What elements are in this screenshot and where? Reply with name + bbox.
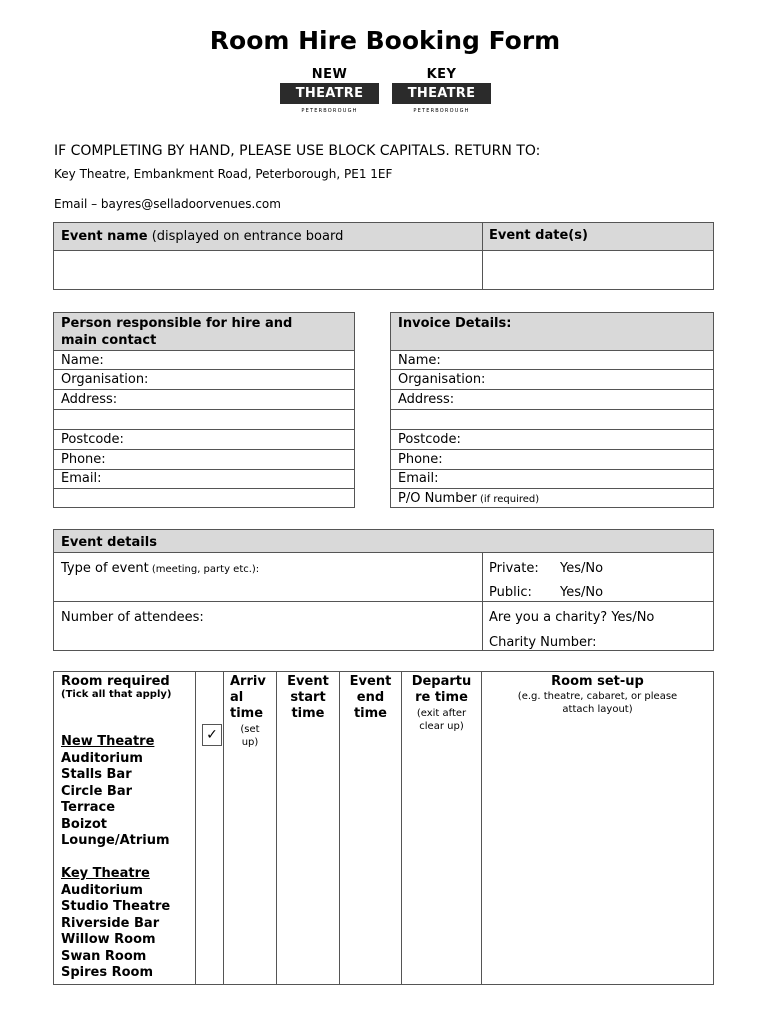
room-lounge-atrium: Lounge/Atrium [61, 833, 170, 848]
room-required-header: Room required [61, 674, 170, 689]
room-circle-bar: Circle Bar [61, 783, 133, 799]
invoice-header: Invoice Details: [398, 316, 512, 331]
room-table [53, 671, 714, 985]
event-name-field[interactable] [55, 252, 481, 288]
room-terrace: Terrace [61, 800, 116, 815]
room-boizot: Boizot [61, 816, 108, 832]
invoice-table [390, 312, 714, 508]
invoice-email-field[interactable]: Email: [398, 471, 439, 486]
contact-header-2: main contact [61, 333, 157, 348]
contact-header: Person responsible for hire and [61, 316, 293, 331]
room-stalls-bar: Stalls Bar [61, 767, 132, 782]
new-theatre-logo: NEW THEATRE PETERBOROUGH [280, 67, 379, 114]
return-address: Key Theatre, Embankment Road, Peterborough, PE1 1EF [54, 167, 393, 181]
room-swan-room: Swan Room [61, 948, 147, 964]
room-spires-room: Spires Room [61, 965, 154, 980]
instructions-heading: IF COMPLETING BY HAND, PLEASE USE BLOCK CAPITALS. RETURN TO: [54, 143, 541, 159]
invoice-address-field[interactable]: Address: [398, 392, 455, 407]
event-details-header: Event details [61, 535, 157, 550]
room-new-auditorium: Auditorium [61, 750, 143, 766]
page-title: Room Hire Booking Form [209, 26, 561, 55]
new-theatre-heading: New Theatre [61, 734, 155, 749]
key-theatre-heading: Key Theatre [61, 866, 150, 881]
private-label: Private: [489, 561, 539, 576]
room-required-note: (Tick all that apply) [61, 689, 172, 700]
event-type-field[interactable]: Type of event (meeting, party etc.): [61, 561, 260, 576]
invoice-po-field[interactable]: P/O Number (if required) [398, 491, 540, 506]
contact-address-field[interactable]: Address: [61, 392, 118, 407]
attendees-field[interactable]: Number of attendees: [61, 610, 204, 625]
room-studio-theatre: Studio Theatre [61, 899, 171, 914]
contact-name-field[interactable]: Name: [61, 353, 104, 368]
tick-checkbox[interactable]: ✓ [202, 724, 222, 746]
room-riverside-bar: Riverside Bar [61, 915, 160, 931]
contact-phone-field[interactable]: Phone: [61, 452, 106, 467]
event-details-table [53, 529, 714, 651]
event-end-header: Event end time [349, 674, 392, 721]
event-date-field[interactable] [484, 252, 712, 288]
departure-time-note: (exit after clear up) [416, 708, 467, 732]
invoice-postcode-field[interactable]: Postcode: [398, 432, 461, 447]
arrival-time-note: (set up) [240, 724, 260, 748]
contact-table [53, 312, 355, 508]
charity-field[interactable]: Are you a charity? Yes/No [489, 610, 655, 625]
room-list [61, 734, 170, 982]
private-yes-no[interactable]: Yes/No [560, 561, 604, 576]
room-setup-header: Room set-up [551, 674, 644, 689]
charity-number-field[interactable]: Charity Number: [489, 635, 597, 650]
departure-time-header: Departu re time [411, 674, 472, 705]
invoice-phone-field[interactable]: Phone: [398, 452, 443, 467]
event-date-label: Event date(s) [489, 228, 588, 243]
contact-postcode-field[interactable]: Postcode: [61, 432, 124, 447]
room-setup-note: (e.g. theatre, cabaret, or please attach layout) [517, 691, 678, 715]
return-email: Email – bayres@selladoorvenues.com [54, 197, 281, 211]
key-theatre-logo: KEY THEATRE PETERBOROUGH [392, 67, 491, 114]
event-name-label: Event name (displayed on entrance board [61, 229, 344, 244]
contact-email-field[interactable]: Email: [61, 471, 102, 486]
invoice-organisation-field[interactable]: Organisation: [398, 372, 486, 387]
public-label: Public: [489, 585, 532, 600]
event-name-table [53, 222, 714, 290]
contact-organisation-field[interactable]: Organisation: [61, 372, 149, 387]
arrival-time-header: Arriv al time [230, 674, 266, 721]
public-yes-no[interactable]: Yes/No [560, 585, 604, 600]
invoice-name-field[interactable]: Name: [398, 353, 441, 368]
event-start-header: Event start time [287, 674, 329, 721]
room-willow-room: Willow Room [61, 932, 156, 947]
room-key-auditorium: Auditorium [61, 882, 143, 898]
